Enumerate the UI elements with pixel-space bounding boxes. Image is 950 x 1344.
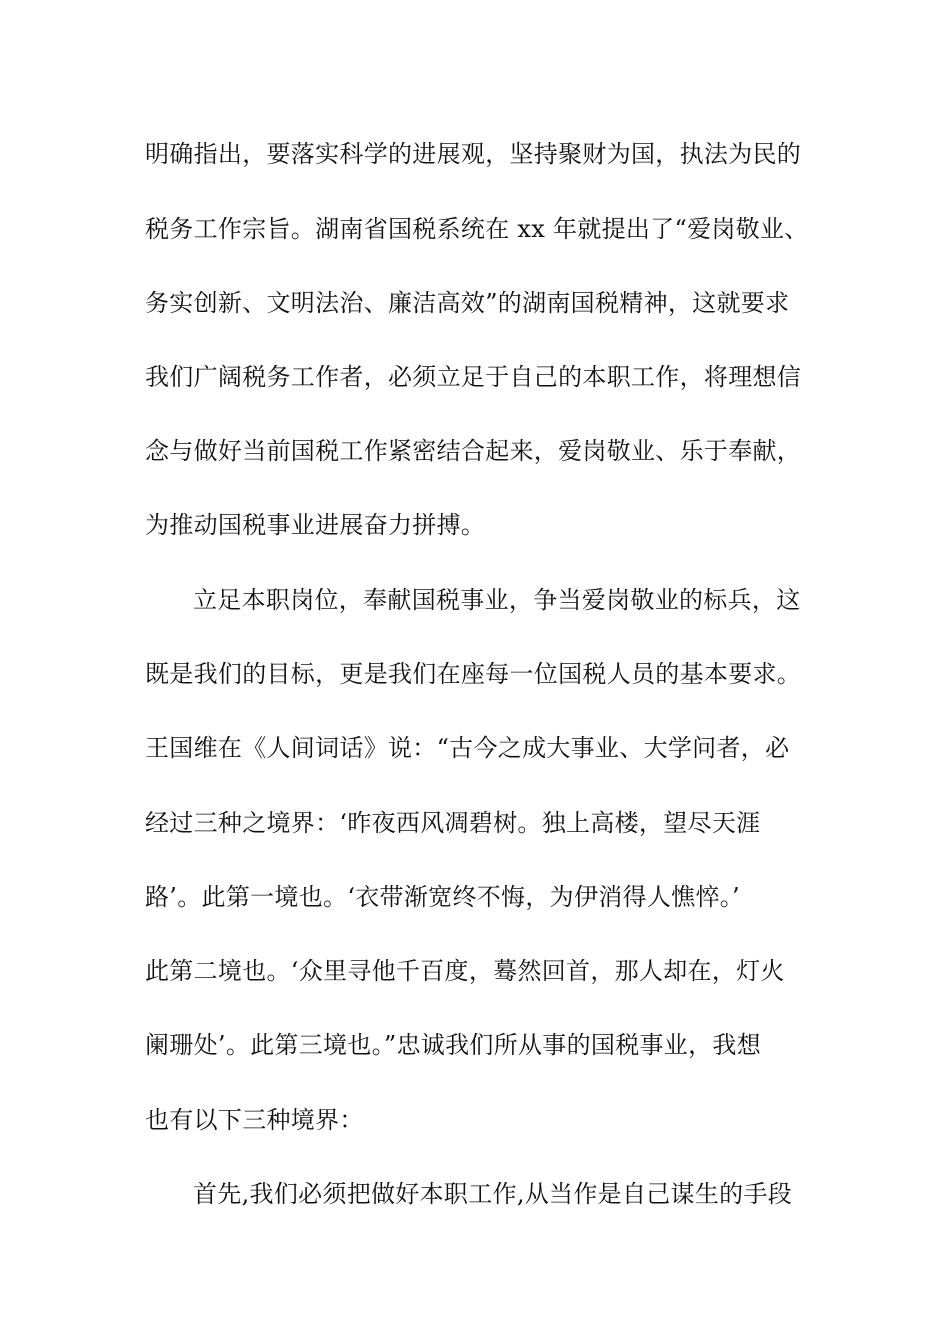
text-line-7: 立足本职岗位，奉献国税事业，争当爱岗敬业的标兵，这	[193, 586, 801, 614]
text-line-11: 路’。此第一境也。‘衣带渐宽终不悔，为伊消得人憔悴。’	[145, 883, 740, 911]
text-line-13: 阑珊处’。此第三境也。”忠诚我们所从事的国税事业，我想	[145, 1031, 761, 1059]
text-line-3: 务实创新、文明法治、廉洁高效”的湖南国税精神，这就要求	[145, 289, 790, 317]
text-line-9: 王国维在《人间词话》说：“古今之成大事业、大学问者，必	[145, 734, 790, 762]
text-line-2: 税务工作宗旨。湖南省国税系统在 xx 年就提出了“爱岗敬业、	[145, 215, 809, 243]
text-line-5: 念与做好当前国税工作紧密结合起来，爱岗敬业、乐于奉献，	[145, 437, 802, 465]
text-line-10: 经过三种之境界：‘昨夜西风凋碧树。独上高楼，望尽天涯	[145, 809, 761, 837]
text-line-1: 明确指出，要落实科学的进展观，坚持聚财为国，执法为民的	[145, 140, 802, 168]
text-line-4: 我们广阔税务工作者，必须立足于自己的本职工作，将理想信	[145, 363, 802, 391]
text-line-14: 也有以下三种境界：	[145, 1106, 364, 1134]
text-line-12: 此第二境也。‘众里寻他千百度，蓦然回首，那人却在，灯火	[145, 957, 785, 985]
text-line-15: 首先,我们必须把做好本职工作,从当作是自己谋生的手段	[193, 1180, 793, 1208]
text-line-8: 既是我们的目标，更是我们在座每一位国税人员的基本要求。	[145, 660, 802, 688]
text-line-6: 为推动国税事业进展奋力拼搏。	[145, 511, 486, 539]
